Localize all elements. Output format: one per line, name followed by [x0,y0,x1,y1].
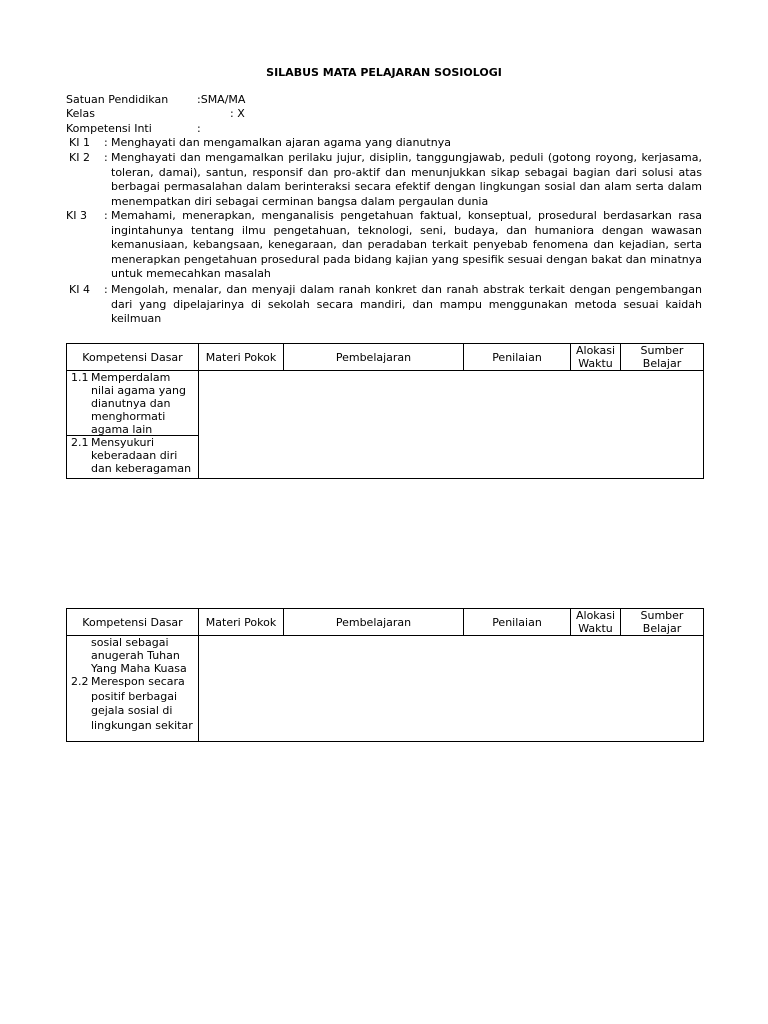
header-materi-pokok: Materi Pokok [199,609,284,636]
silabus-table-1 [66,343,704,479]
table-row [67,371,704,479]
silabus-table-2 [66,608,704,742]
kd-text: sosial sebagai anugerah Tuhan Yang Maha Kuasa [91,636,187,675]
content-cell [199,371,704,479]
kd-text: Merespon secara positif berbagai gejala sosial di lingkungan sekitar [91,675,193,732]
header-kompetensi-dasar: Kompetensi Dasar [67,344,199,371]
kelas-label: Kelas [66,107,95,120]
ki-3-text: Memahami, menerapkan, menganalisis pengetahuan faktual, konseptual, prosedural berdasarkan rasa ingintahunya tentang ilmu pengetahuan, teknologi, seni, budaya, dan humaniora dengan wawasan kemanusiaan, kebangsaan, kenegaraan, dan peradaban terkait penyebab fenomena dan kejadian, serta menerapkan pengetahuan prosedural pada bidang kajian yang spesifik sesuai dengan bakat dan minatnya untuk memecahkan masalah [111,209,702,281]
table-header-row [67,344,704,371]
ki-2-colon: : [104,151,108,164]
ki-3-number: KI 3 [66,209,87,222]
table-header-row [67,609,704,636]
header-penilaian: Penilaian [464,344,571,371]
kd-text: Mensyukuri keberadaan diri dan keberagaman [91,436,192,475]
header-alokasi-waktu: Alokasi Waktu [571,344,621,371]
header-sumber-belajar: Sumber Belajar [621,609,704,636]
kd-continuation [67,636,198,675]
header-sumber-belajar: Sumber Belajar [621,344,704,371]
satuan-pendidikan-label: Satuan Pendidikan [66,93,169,106]
ki-4-text: Mengolah, menalar, dan menyaji dalam ranah konkret dan ranah abstrak terkait dengan pengembangan dari yang dipelajarinya di sekolah secara mandiri, dan mampu menggunakan metoda sesuai kaidah keilmuan [111,283,702,326]
kompetensi-inti-colon: : [197,122,201,135]
kelas-value: : X [230,107,245,120]
ki-2-text: Menghayati dan mengamalkan perilaku jujur, disiplin, tanggungjawab, peduli (gotong royong, kerjasama, toleran, damai), santun, responsif dan pro-aktif dan menunjukkan sikap sebagai bagian dari solusi atas berbagai permasalahan dalam berinteraksi secara efektif dengan lingkungan sosial dan alam serta dalam menempatkan diri sebagai cerminan bangsa dalam pergaulan dunia [111,151,702,208]
ki-4-colon: : [104,283,108,296]
satuan-pendidikan-value: :SMA/MA [197,93,246,106]
kd-item [67,371,198,435]
kd-number: 2.1 [71,436,89,449]
ki-1-number: KI 1 [69,136,90,149]
kd-cell [67,636,199,742]
kd-number: 1.1 [71,371,89,384]
header-alokasi-waktu: Alokasi Waktu [571,609,621,636]
kd-cell [67,371,199,479]
kd-text: Memperdalam nilai agama yang dianutnya dan menghormati agama lain [91,371,186,436]
kompetensi-inti-label: Kompetensi Inti [66,122,152,135]
table-row [67,636,704,742]
kd-item [67,436,198,475]
ki-1-text: Menghayati dan mengamalkan ajaran agama yang dianutnya [111,136,451,149]
header-penilaian: Penilaian [464,609,571,636]
ki-4-number: KI 4 [69,283,90,296]
header-materi-pokok: Materi Pokok [199,344,284,371]
ki-3-colon: : [104,209,108,222]
document-title: SILABUS MATA PELAJARAN SOSIOLOGI [266,66,502,79]
ki-1-colon: : [104,136,108,149]
kd-number: 2.2 [71,675,89,688]
header-pembelajaran: Pembelajaran [284,609,464,636]
kd-item [67,675,198,733]
header-kompetensi-dasar: Kompetensi Dasar [67,609,199,636]
header-pembelajaran: Pembelajaran [284,344,464,371]
ki-2-number: KI 2 [69,151,90,164]
content-cell [199,636,704,742]
